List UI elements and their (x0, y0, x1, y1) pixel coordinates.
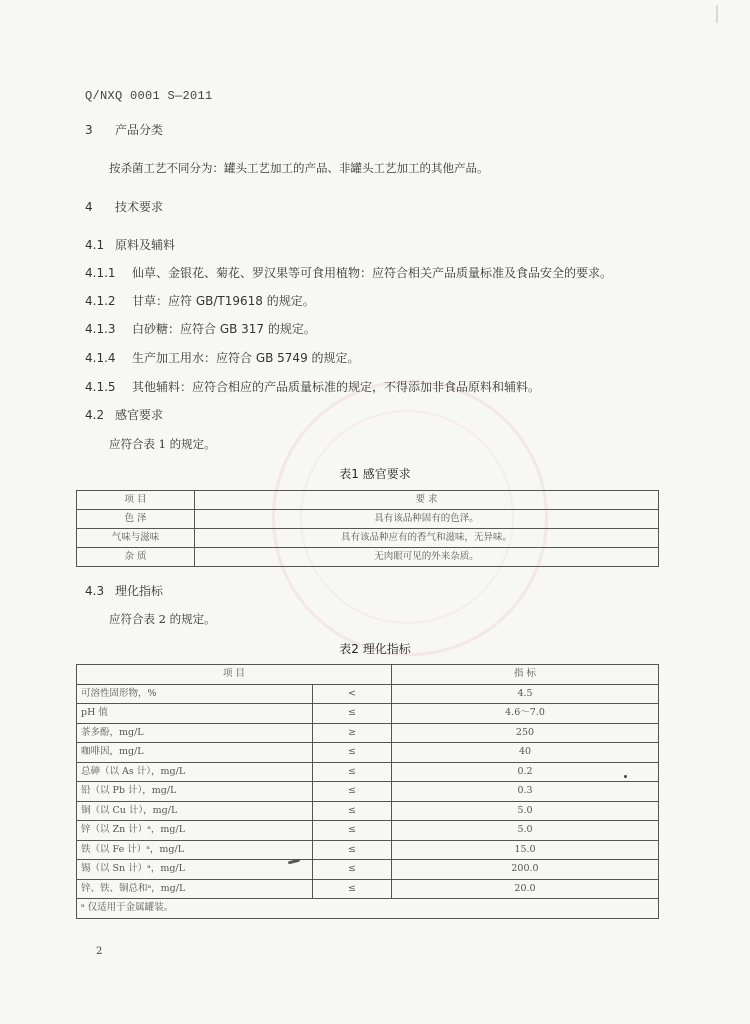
clause-number: 4.1.4 (85, 351, 116, 365)
section-number: 4 (85, 200, 93, 214)
section-3-heading (85, 121, 163, 138)
item-cell: 咖啡因，mg/L (77, 743, 313, 763)
section-title: 原料及辅料 (115, 238, 176, 252)
clause-4-1-5 (85, 378, 540, 395)
table-1-caption: 表1 感官要求 (339, 467, 411, 481)
header-cell: 项 目 (77, 491, 195, 510)
clause-text: 白砂糖：应符合 GB 317 的规定。 (132, 322, 316, 336)
section-4-heading (85, 198, 163, 215)
clause-text: 生产加工用水：应符合 GB 5749 的规定。 (132, 351, 360, 365)
clause-4-1-2 (85, 292, 315, 309)
table-row (77, 860, 659, 880)
scan-dot-artifact (624, 775, 627, 778)
section-number: 4.1 (85, 238, 105, 252)
table-row (77, 840, 659, 860)
item-cell: 锌、铁、铜总和ᵃ，mg/L (77, 879, 313, 899)
value-cell: 40 (392, 743, 659, 763)
item-cell: 色 泽 (77, 510, 195, 529)
requirement-cell: 无肉眼可见的外来杂质。 (195, 548, 659, 567)
clause-4-1-1 (85, 264, 612, 281)
table-row (77, 510, 659, 529)
item-cell: 总砷（以 As 计），mg/L (77, 762, 313, 782)
item-cell: 杂 质 (77, 548, 195, 567)
section-4-1-heading (85, 236, 175, 253)
operator-cell: ≤ (313, 860, 392, 880)
table-row (77, 684, 659, 704)
clause-number: 4.1.2 (85, 294, 116, 308)
clause-text: 甘草：应符 GB/T19618 的规定。 (132, 294, 315, 308)
value-cell: 250 (392, 723, 659, 743)
header-cell: 要 求 (195, 491, 659, 510)
section-4-3-text: 应符合表 2 的规定。 (109, 612, 216, 626)
table-row (77, 801, 659, 821)
requirement-cell: 具有该品种固有的色泽。 (195, 510, 659, 529)
operator-cell: ≤ (313, 879, 392, 899)
standard-code: Q/NXQ 0001 S—2011 (85, 89, 213, 103)
value-cell: 4.5 (392, 684, 659, 704)
table-row (77, 821, 659, 841)
clause-text: 仙草、金银花、菊花、罗汉果等可食用植物：应符合相关产品质量标准及食品安全的要求。 (132, 266, 613, 280)
section-number: 3 (85, 123, 93, 137)
section-4-3-heading (85, 582, 163, 599)
operator-cell: ≤ (313, 840, 392, 860)
table-header-row (77, 491, 659, 510)
table-row (77, 723, 659, 743)
operator-cell: ≤ (313, 762, 392, 782)
value-cell: 200.0 (392, 860, 659, 880)
table-row (77, 548, 659, 567)
operator-cell: ≤ (313, 782, 392, 802)
section-title: 产品分类 (115, 123, 164, 137)
header-cell: 项 目 (77, 665, 392, 685)
operator-cell: ≤ (313, 743, 392, 763)
section-number: 4.2 (85, 408, 105, 422)
sensory-requirements-table (76, 490, 659, 567)
table-row (77, 782, 659, 802)
item-cell: 铅（以 Pb 计），mg/L (77, 782, 313, 802)
section-3-text: 按杀菌工艺不同分为：罐头工艺加工的产品、非罐头工艺加工的其他产品。 (109, 161, 489, 175)
operator-cell: < (313, 684, 392, 704)
clause-number: 4.1.1 (85, 266, 116, 280)
table-2-caption: 表2 理化指标 (339, 642, 411, 656)
section-number: 4.3 (85, 584, 105, 598)
value-cell: 5.0 (392, 821, 659, 841)
section-title: 感官要求 (115, 408, 164, 422)
physicochemical-indicators-table (76, 664, 659, 919)
table-row (77, 879, 659, 899)
section-4-2-text: 应符合表 1 的规定。 (109, 437, 216, 451)
table-row (77, 529, 659, 548)
value-cell: 0.2 (392, 762, 659, 782)
scan-edge-mark (716, 5, 718, 23)
value-cell: 20.0 (392, 879, 659, 899)
operator-cell: ≤ (313, 801, 392, 821)
item-cell: 铁（以 Fe 计）ᵃ，mg/L (77, 840, 313, 860)
clause-number: 4.1.5 (85, 380, 116, 394)
operator-cell: ≤ (313, 704, 392, 724)
item-cell: 可溶性固形物，% (77, 684, 313, 704)
item-cell: 茶多酚，mg/L (77, 723, 313, 743)
table-row (77, 704, 659, 724)
clause-number: 4.1.3 (85, 322, 116, 336)
clause-4-1-3 (85, 320, 316, 337)
table-note-row (77, 899, 659, 919)
item-cell: 锡（以 Sn 计）ᵃ，mg/L (77, 860, 313, 880)
item-cell: pH 值 (77, 704, 313, 724)
operator-cell: ≥ (313, 723, 392, 743)
header-cell: 指 标 (392, 665, 659, 685)
operator-cell: ≤ (313, 821, 392, 841)
value-cell: 4.6～7.0 (392, 704, 659, 724)
requirement-cell: 具有该品种应有的香气和滋味，无异味。 (195, 529, 659, 548)
table-row (77, 762, 659, 782)
section-title: 理化指标 (115, 584, 164, 598)
table-row (77, 743, 659, 763)
item-cell: 锌（以 Zn 计）ᵃ，mg/L (77, 821, 313, 841)
clause-4-1-4 (85, 349, 360, 366)
section-title: 技术要求 (115, 200, 164, 214)
value-cell: 0.3 (392, 782, 659, 802)
item-cell: 气味与滋味 (77, 529, 195, 548)
section-4-2-heading (85, 406, 163, 423)
value-cell: 15.0 (392, 840, 659, 860)
table-header-row (77, 665, 659, 685)
item-cell: 铜（以 Cu 计），mg/L (77, 801, 313, 821)
clause-text: 其他辅料：应符合相应的产品质量标准的规定，不得添加非食品原料和辅料。 (132, 380, 541, 394)
page-number: 2 (96, 946, 103, 957)
value-cell: 5.0 (392, 801, 659, 821)
table-footnote: ᵃ 仅适用于金属罐装。 (77, 899, 659, 919)
